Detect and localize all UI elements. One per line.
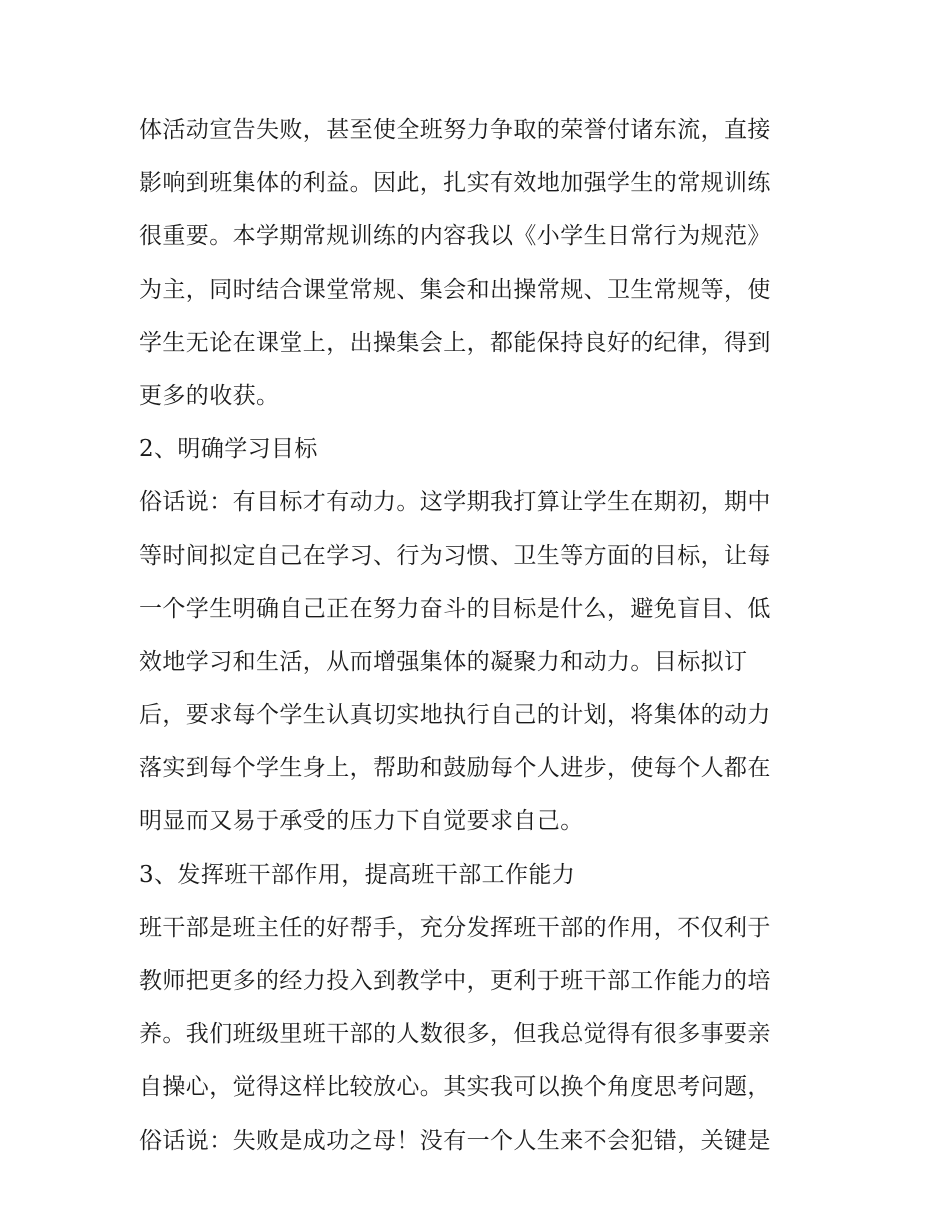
text-line: 一个学生明确自己正在努力奋斗的目标是什么，避免盲目、低	[139, 595, 771, 622]
text-line: 等时间拟定自己在学习、行为习惯、卫生等方面的目标，让每	[139, 542, 771, 569]
text-line: 明显而又易于承受的压力下自觉要求自己。	[139, 808, 584, 835]
text-line: 影响到班集体的利益。因此，扎实有效地加强学生的常规训练	[139, 170, 771, 197]
text-line: 更多的收获。	[139, 382, 280, 409]
text-line: 自操心，觉得这样比较放心。其实我可以换个角度思考问题，	[139, 1074, 771, 1101]
text-line: 落实到每个学生身上，帮助和鼓励每个人进步，使每个人都在	[139, 755, 771, 782]
text-line: 后，要求每个学生认真切实地执行自己的计划，将集体的动力	[139, 702, 771, 729]
document-body	[139, 104, 819, 1168]
section-heading: 3、发挥班干部作用，提高班干部工作能力	[139, 861, 576, 888]
text-line: 很重要。本学期常规训练的内容我以《小学生日常行为规范》	[139, 223, 771, 250]
text-line: 养。我们班级里班干部的人数很多，但我总觉得有很多事要亲	[139, 1021, 771, 1048]
text-line: 教师把更多的经力投入到教学中，更利于班干部工作能力的培	[139, 968, 771, 994]
text-line: 体活动宣告失败，甚至使全班努力争取的荣誉付诸东流，直接	[139, 117, 771, 143]
text-line: 为主，同时结合课堂常规、集会和出操常规、卫生常规等，使	[139, 276, 771, 303]
text-line: 效地学习和生活，从而增强集体的凝聚力和动力。目标拟订	[139, 648, 748, 675]
text-line: 学生无论在课堂上，出操集会上，都能保持良好的纪律，得到	[139, 329, 771, 356]
text-line: 班干部是班主任的好帮手，充分发挥班干部的作用，不仅利于	[139, 914, 771, 941]
text-line: 俗话说：失败是成功之母！没有一个人生来不会犯错，关键是	[139, 1127, 771, 1154]
section-heading: 2、明确学习目标	[139, 436, 318, 463]
text-line: 俗话说：有目标才有动力。这学期我打算让学生在期初，期中	[139, 489, 771, 516]
